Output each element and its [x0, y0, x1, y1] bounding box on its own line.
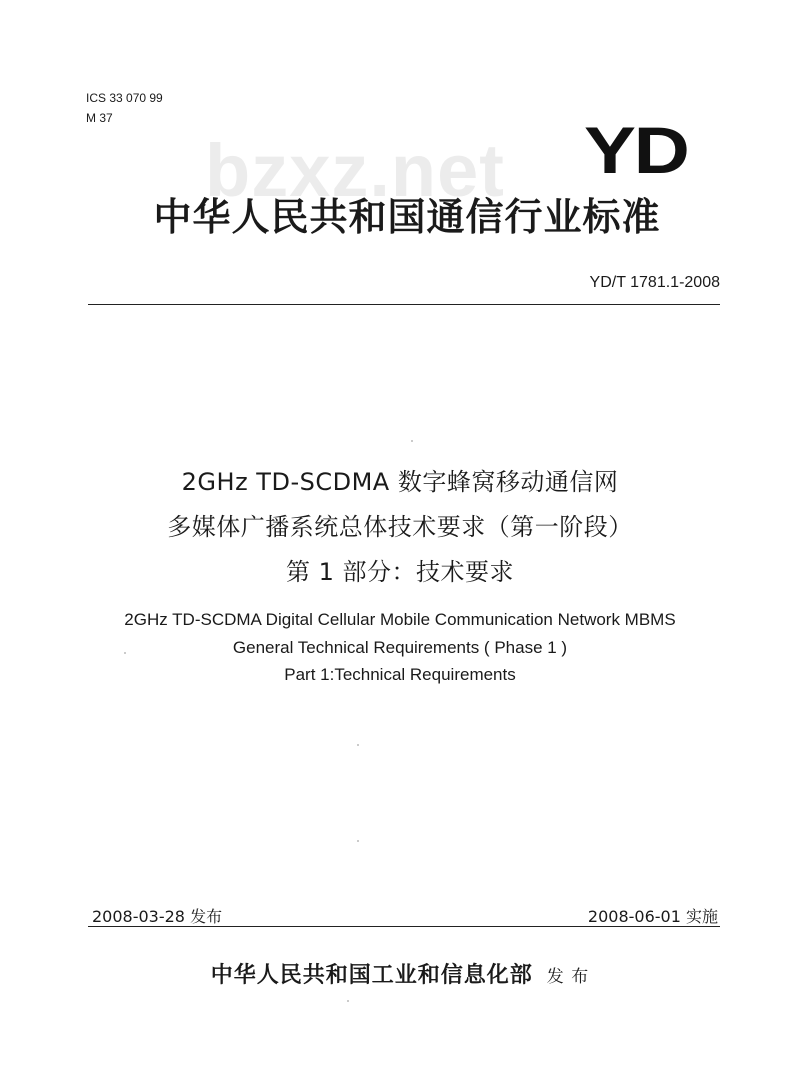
class-code: M 37 [86, 111, 113, 125]
title-en-line1: 2GHz TD-SCDMA Digital Cellular Mobile Communication Network MBMS [124, 610, 676, 629]
watermark: bzxz.net [205, 129, 505, 212]
ics-code: ICS 33 070 99 [86, 91, 163, 105]
scan-speck [357, 840, 359, 842]
scan-speck [124, 652, 126, 654]
issuer-name: 中华人民共和国工业和信息化部 [210, 962, 533, 988]
yd-logo: YD [584, 113, 688, 187]
publish-word: 发 布 [546, 967, 590, 987]
implement-date: 2008-06-01 实施 [587, 907, 718, 926]
title-cn-line3: 第 1 部分：技术要求 [285, 558, 515, 586]
title-en-line3: Part 1:Technical Requirements [284, 665, 516, 684]
standard-number: YD/T 1781.1-2008 [589, 274, 720, 291]
classification-codes [86, 88, 163, 128]
title-cn-line2: 多媒体广播系统总体技术要求（第一阶段） [167, 513, 633, 541]
bottom-divider [88, 926, 720, 927]
scan-speck [357, 744, 359, 746]
title-cn-line1: 2GHz TD-SCDMA 数字蜂窝移动通信网 [181, 468, 619, 496]
issue-date: 2008-03-28 发布 [92, 907, 223, 926]
top-divider [88, 304, 720, 305]
scan-speck [411, 440, 413, 442]
standard-title: 中华人民共和国通信行业标准 [153, 195, 661, 239]
scan-speck [347, 1000, 349, 1002]
title-en-line2: General Technical Requirements ( Phase 1 ) [232, 638, 568, 657]
issuing-authority [150, 958, 650, 989]
